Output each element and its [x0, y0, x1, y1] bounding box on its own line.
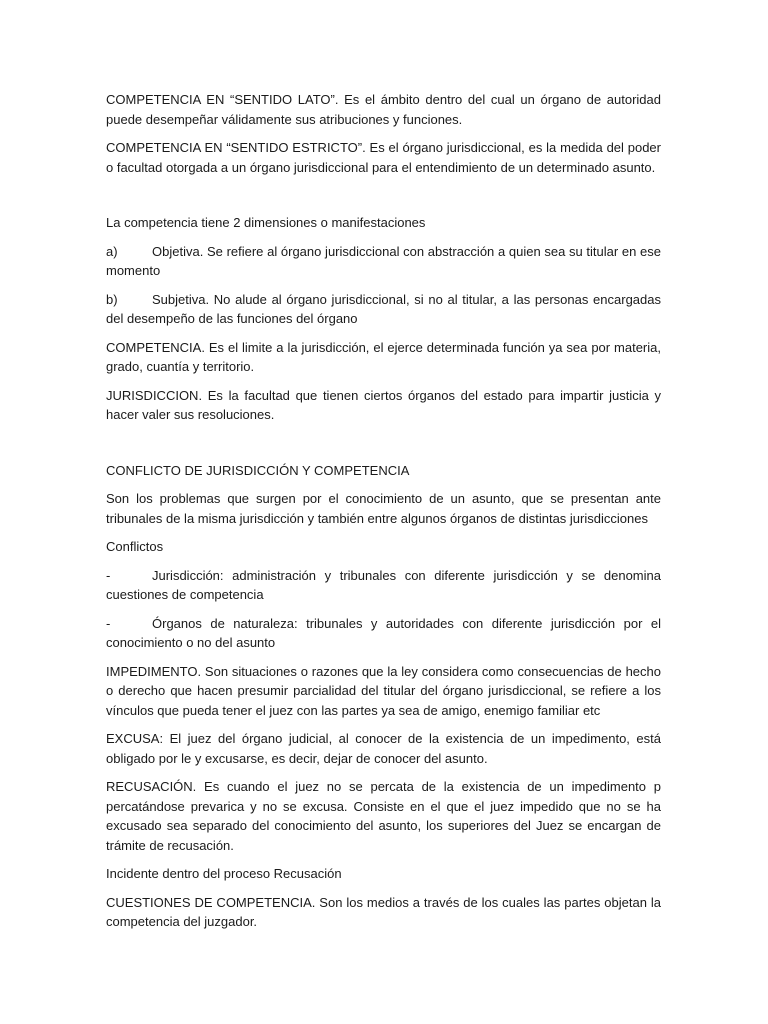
list-marker: b): [106, 291, 118, 307]
list-marker: a): [106, 243, 118, 259]
list-item-jurisdiccion: [106, 566, 661, 605]
list-marker: -: [106, 567, 111, 583]
spacer: [106, 434, 661, 461]
list-item-objetiva: [106, 242, 661, 281]
list-item-text: Objetiva. Se refiere al órgano jurisdiccional con abstracción a quien sea su titular en ese momento: [106, 243, 661, 278]
spacer: [106, 186, 661, 213]
paragraph-incidente: Incidente dentro del proceso Recusación: [106, 866, 342, 881]
list-marker: -: [106, 615, 111, 631]
paragraph-cuestiones-competencia: CUESTIONES DE COMPETENCIA. Son los medios a través de los cuales las partes objetan la competencia del juzgador.: [106, 894, 661, 929]
paragraph-impedimento: IMPEDIMENTO. Son situaciones o razones que la ley considera como consecuencias de hecho o derecho que hacen presumir parcialidad del titular del órgano jurisdiccional, se refiere a los vínculos que pueda tener el juez con las partes ya sea de amigo, enemigo familiar etc: [106, 663, 661, 718]
paragraph-conflictos: Conflictos: [106, 539, 164, 554]
list-item-text: Órganos de naturaleza: tribunales y autoridades con diferente jurisdicción por el conocimiento o no del asunto: [106, 615, 661, 650]
list-item-text: Subjetiva. No alude al órgano jurisdiccional, si no al titular, a las personas encargadas del desempeño de las funciones del órgano: [106, 291, 661, 326]
document-page: [106, 90, 661, 941]
paragraph-jurisdiccion: JURISDICCION. Es la facultad que tienen ciertos órganos del estado para impartir justicia y hacer valer sus resoluciones.: [106, 387, 661, 422]
paragraph-competencia-sentido-lato: COMPETENCIA EN “SENTIDO LATO”. Es el ámbito dentro del cual un órgano de autoridad puede desempeñar válidamente sus atribuciones y funciones.: [106, 92, 661, 127]
paragraph-problemas: Son los problemas que surgen por el conocimiento de un asunto, que se presentan ante tribunales de la misma jurisdicción y también entre algunos órganos de distintas jurisdicciones: [106, 491, 661, 526]
paragraph-recusacion: RECUSACIÓN. Es cuando el juez no se percata de la existencia de un impedimento p percatándose prevarica y no se excusa. Consiste en el que el juez impedido que no se ha excusado sea separado del conocimiento del asunto, los superiores del Juez se encargan de trámite de recusación.: [106, 779, 661, 853]
list-item-subjetiva: [106, 290, 661, 329]
list-item-text: Jurisdicción: administración y tribunales con diferente jurisdicción y se denomina cuestiones de competencia: [106, 567, 661, 602]
list-item-organos: [106, 614, 661, 653]
paragraph-excusa: EXCUSA: El juez del órgano judicial, al conocer de la existencia de un impedimento, está obligado por le y excusarse, es decir, dejar de conocer del asunto.: [106, 731, 661, 766]
paragraph-competencia: COMPETENCIA. Es el limite a la jurisdicción, el ejerce determinada función ya sea por materia, grado, cuantía y territorio.: [106, 339, 661, 374]
section-heading-conflicto: CONFLICTO DE JURISDICCIÓN Y COMPETENCIA: [106, 462, 410, 478]
paragraph-dimensiones: La competencia tiene 2 dimensiones o manifestaciones: [106, 215, 426, 230]
paragraph-competencia-sentido-estricto: COMPETENCIA EN “SENTIDO ESTRICTO”. Es el órgano jurisdiccional, es la medida del poder o facultad otorgada a un órgano jurisdiccional para el entendimiento de un determinado asunto.: [106, 140, 661, 175]
